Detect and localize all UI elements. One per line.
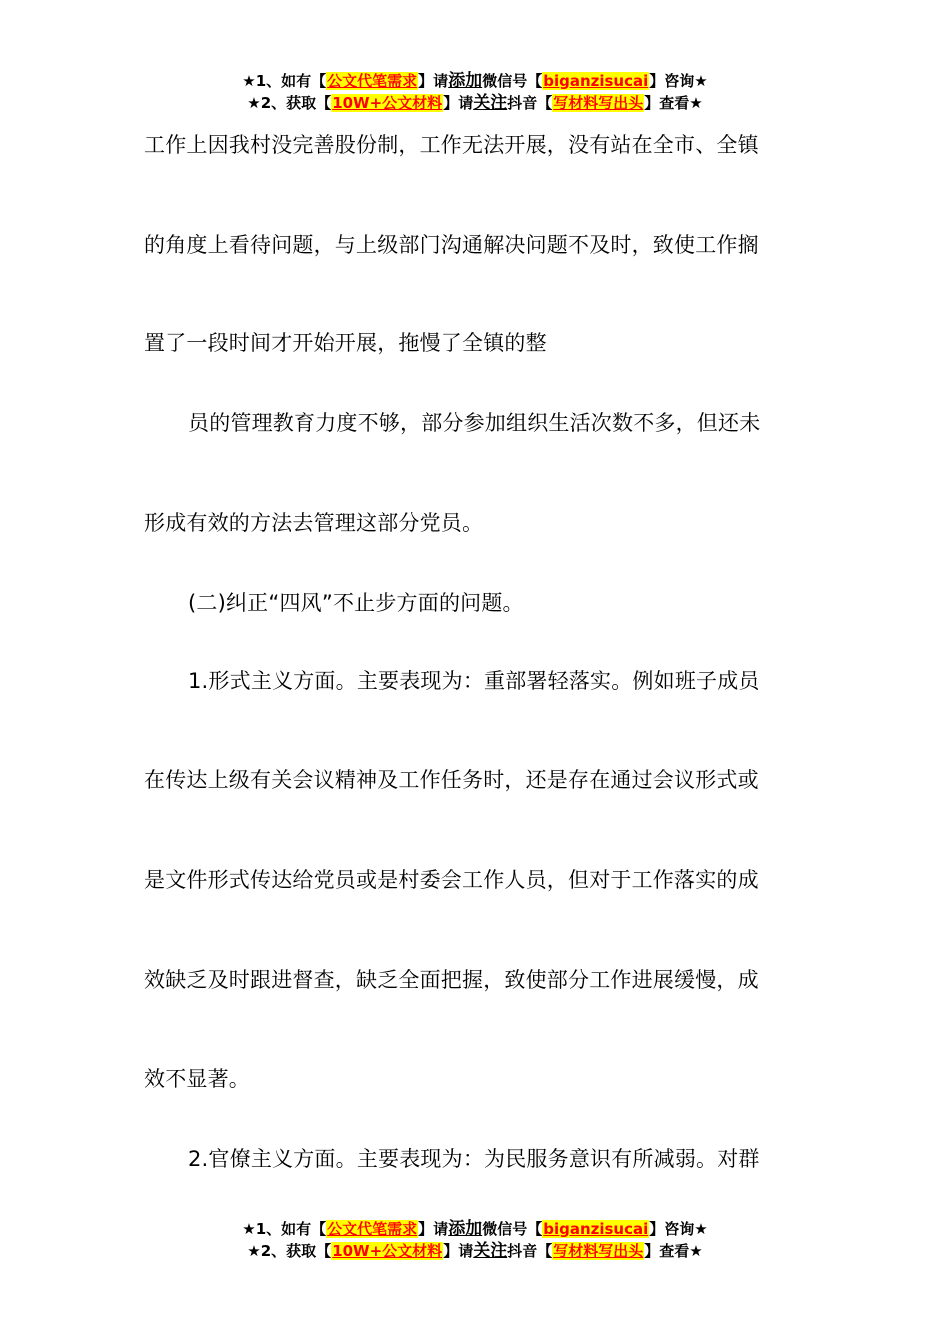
banner-text: 抖音【 [507,1242,553,1260]
highlight-materials: 10W+公文材料 [332,94,443,112]
banner-emphasis: 关注 [473,1241,508,1261]
paragraph-line: 形成有效的方法去管理这部分党员。 [144,511,484,535]
highlight-service: 公文代笔需求 [327,1220,418,1238]
banner-text: 】咨询★ [649,72,708,90]
banner-text: 】查看★ [644,1242,703,1260]
paragraph-line: 置了一段时间才开始开展，拖慢了全镇的整 [144,331,547,355]
paragraph-line: 2.官僚主义方面。主要表现为：为民服务意识有所减弱。对群 [188,1147,760,1171]
paragraph-line: 工作上因我村没完善股份制，工作无法开展，没有站在全市、全镇 [144,133,759,157]
paragraph-line: 效不显著。 [144,1067,250,1091]
banner-emphasis: 添加 [448,71,483,91]
banner-text: ★2、获取【 [247,94,332,112]
banner-line-2 [0,1240,950,1262]
highlight-douyin-account: 写材料写出头 [553,94,644,112]
highlight-materials: 10W+公文材料 [332,1242,443,1260]
banner-text: 】咨询★ [649,1220,708,1238]
banner-text: ★1、如有【 [242,72,327,90]
banner-emphasis: 添加 [448,1219,483,1239]
highlight-douyin-account: 写材料写出头 [553,1242,644,1260]
banner-text: 】请 [443,94,474,112]
banner-text: 】查看★ [644,94,703,112]
banner-text: 】请 [443,1242,474,1260]
paragraph-line: 是文件形式传达给党员或是村委会工作人员，但对于工作落实的成 [144,868,759,892]
banner-text: 抖音【 [507,94,553,112]
highlight-service: 公文代笔需求 [327,72,418,90]
highlight-wechat-id: biganzisucai [543,1220,649,1238]
banner-line-1 [0,1218,950,1240]
banner-text: ★1、如有【 [242,1220,327,1238]
banner-text: 微信号【 [482,72,543,90]
highlight-wechat-id: biganzisucai [543,72,649,90]
banner-text: 】请 [418,1220,449,1238]
paragraph-line: 员的管理教育力度不够，部分参加组织生活次数不多，但还未 [188,411,761,435]
paragraph-line: 效缺乏及时跟进督查，缺乏全面把握，致使部分工作进展缓慢，成 [144,968,759,992]
banner-text: 】请 [418,72,449,90]
banner-emphasis: 关注 [473,93,508,113]
footer-banner [0,1218,950,1262]
paragraph-line: 的角度上看待问题，与上级部门沟通解决问题不及时，致使工作搁 [144,233,759,257]
banner-text: 微信号【 [482,1220,543,1238]
banner-text: ★2、获取【 [247,1242,332,1260]
paragraph-line: 在传达上级有关会议精神及工作任务时，还是存在通过会议形式或 [144,768,759,792]
paragraph-line: 1.形式主义方面。主要表现为：重部署轻落实。例如班子成员 [188,669,760,693]
section-heading: (二)纠正“四风”不止步方面的问题。 [188,591,524,615]
